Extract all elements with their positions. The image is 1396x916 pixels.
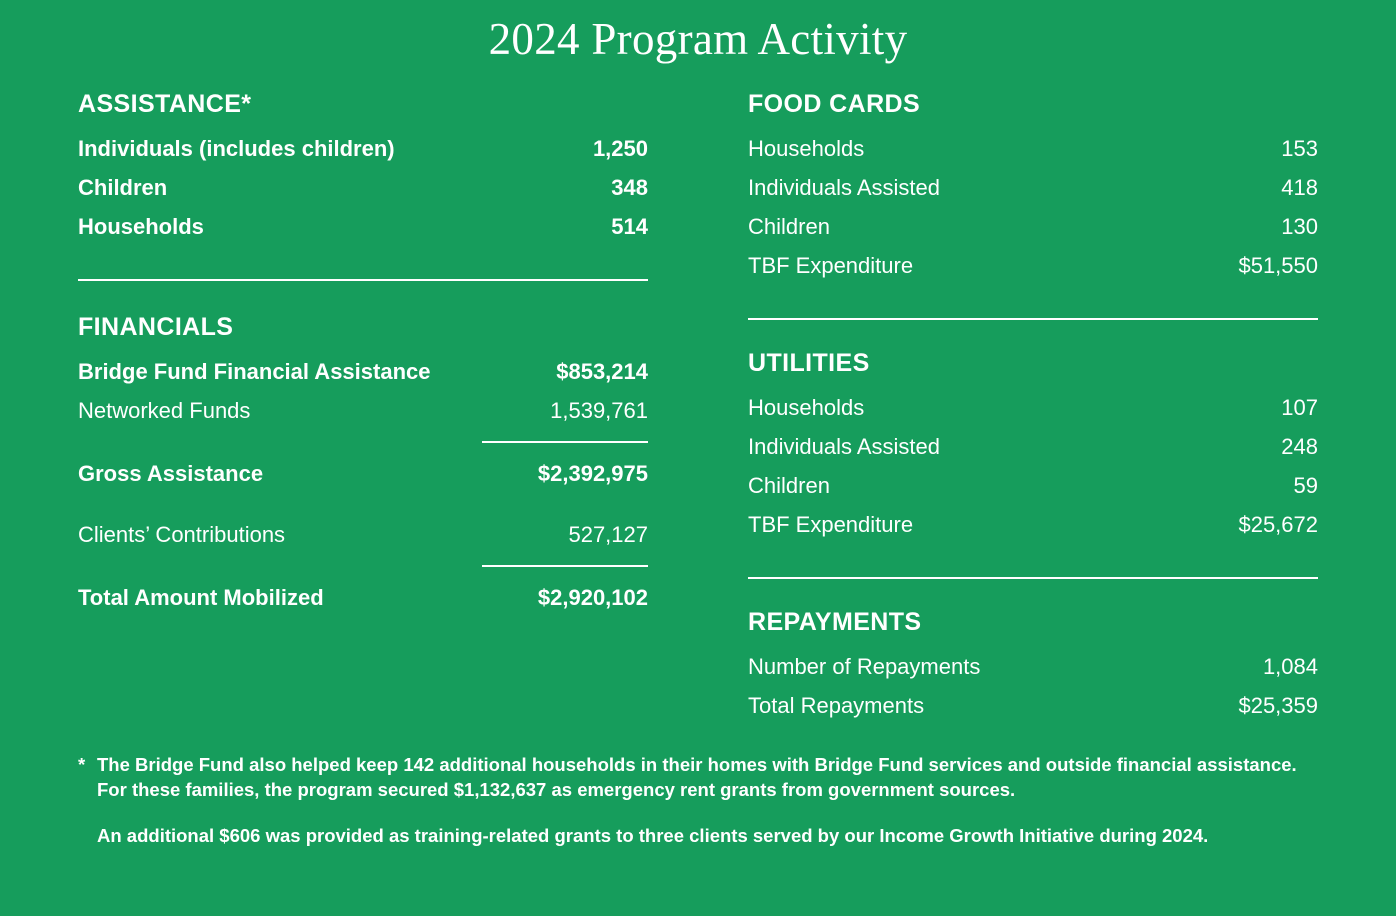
table-row	[748, 647, 1318, 686]
footnote-text: An additional $606 was provided as training-related grants to three clients served by our Income Growth Initiative during 2024.	[97, 825, 1209, 846]
table-row	[748, 388, 1318, 427]
row-value: 248	[1281, 434, 1318, 459]
row-label: Individuals Assisted	[748, 434, 940, 459]
row-value: $2,920,102	[537, 585, 648, 610]
row-label: TBF Expenditure	[748, 512, 914, 537]
table-row	[78, 129, 648, 168]
row-value: 418	[1281, 175, 1318, 200]
table-row	[78, 578, 648, 617]
row-label: Clients’ Contributions	[78, 522, 286, 547]
table-row	[748, 246, 1318, 285]
table-row	[748, 466, 1318, 505]
footnote-text: The Bridge Fund also helped keep 142 additional households in their homes with Bridge Fund services and outside financial assistance. For these families, the program secured $1,132,637 as emergency rent grants from government sources.	[97, 754, 1297, 800]
table-row	[748, 686, 1318, 725]
table-row	[748, 168, 1318, 207]
row-label: Networked Funds	[78, 398, 251, 423]
row-label: Individuals Assisted	[748, 175, 940, 200]
row-value: $2,392,975	[537, 461, 648, 486]
row-value: 1,539,761	[550, 398, 648, 423]
section-heading-assistance: ASSISTANCE*	[78, 90, 252, 118]
row-value: 153	[1281, 136, 1318, 161]
table-row	[78, 515, 648, 554]
row-value: $25,359	[1238, 693, 1318, 718]
row-label: TBF Expenditure	[748, 253, 914, 278]
row-value: 1,250	[592, 136, 648, 161]
footnotes	[78, 752, 1323, 848]
row-label: Households	[748, 136, 865, 161]
section-food-cards	[748, 92, 1318, 285]
footnote-marker: *	[78, 754, 86, 775]
row-value: 514	[611, 214, 648, 239]
row-label: Households	[78, 214, 204, 239]
row-label: Households	[748, 395, 865, 420]
footnote-asterisk	[78, 752, 1323, 802]
section-heading-food-cards: FOOD CARDS	[748, 90, 921, 118]
table-row	[748, 129, 1318, 168]
row-label: Total Amount Mobilized	[78, 585, 324, 610]
table-row	[78, 391, 648, 430]
section-heading-repayments: REPAYMENTS	[748, 608, 922, 636]
row-label: Children	[748, 214, 830, 239]
table-row	[748, 207, 1318, 246]
table-row	[78, 352, 648, 391]
table-row	[748, 505, 1318, 544]
section-heading-utilities: UTILITIES	[748, 349, 870, 377]
section-repayments	[748, 610, 1318, 725]
table-row	[748, 427, 1318, 466]
row-value: $25,672	[1238, 512, 1318, 537]
row-label: Individuals (includes children)	[78, 136, 395, 161]
section-heading-financials: FINANCIALS	[78, 313, 234, 341]
row-label: Total Repayments	[748, 693, 925, 718]
row-value: 348	[611, 175, 648, 200]
table-row	[78, 207, 648, 246]
row-label: Number of Repayments	[748, 654, 981, 679]
row-value: 130	[1281, 214, 1318, 239]
right-column	[748, 92, 1318, 725]
row-value: 527,127	[568, 522, 648, 547]
row-value: 59	[1293, 473, 1318, 498]
row-label: Gross Assistance	[78, 461, 264, 486]
row-value: 107	[1281, 395, 1318, 420]
row-value: $51,550	[1238, 253, 1318, 278]
row-label: Children	[748, 473, 830, 498]
section-financials	[78, 315, 648, 617]
section-assistance	[78, 92, 648, 246]
page-title: 2024 Program Activity	[488, 14, 908, 64]
left-column	[78, 92, 648, 617]
table-row	[78, 454, 648, 493]
row-label: Bridge Fund Financial Assistance	[78, 359, 431, 384]
row-value: 1,084	[1262, 654, 1318, 679]
footnote-additional	[78, 823, 1323, 848]
section-utilities	[748, 351, 1318, 544]
row-label: Children	[78, 175, 168, 200]
table-row	[78, 168, 648, 207]
row-value: $853,214	[556, 359, 648, 384]
